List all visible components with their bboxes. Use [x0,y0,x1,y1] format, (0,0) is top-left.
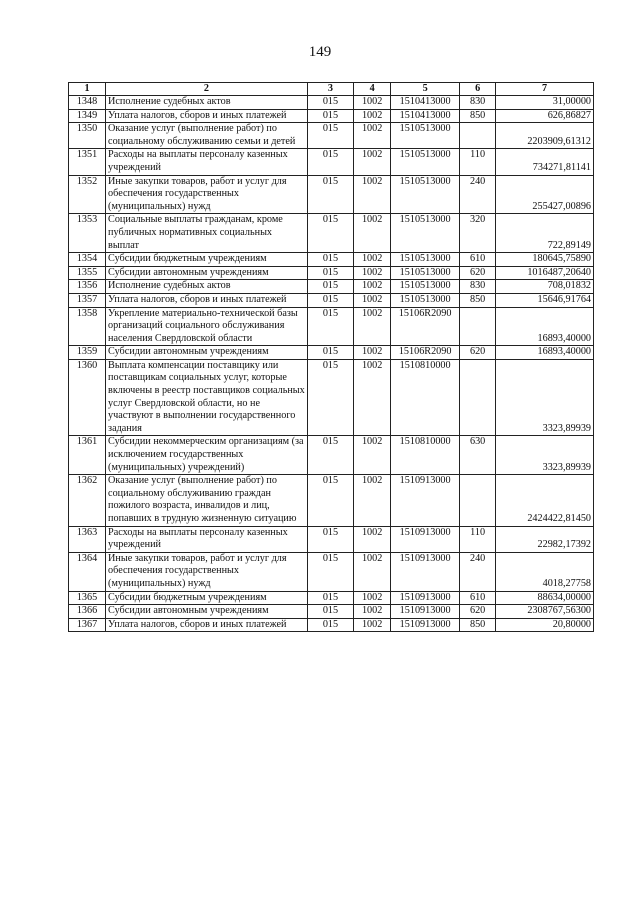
table-row [69,605,594,619]
ministry-code-cell: 015 [307,605,353,619]
column-header: 3 [307,83,353,96]
row-description-cell: Уплата налогов, сборов и иных платежей [106,618,308,632]
ministry-code-cell: 015 [307,175,353,214]
target-article-cell: 1510913000 [391,552,460,591]
target-article-cell: 1510513000 [391,293,460,307]
row-description-cell: Субсидии автономным учреждениям [106,605,308,619]
row-description-cell: Исполнение судебных актов [106,280,308,294]
amount-cell: 3323,89939 [496,436,594,475]
table-body [69,96,594,632]
section-code-cell: 1002 [354,280,391,294]
row-number-cell: 1352 [69,175,106,214]
target-article-cell: 1510513000 [391,123,460,149]
row-number-cell: 1348 [69,96,106,110]
section-code-cell: 1002 [354,618,391,632]
table-row [69,359,594,436]
budget-table [68,82,594,632]
table-row [69,123,594,149]
table-row [69,346,594,360]
expense-type-cell [460,359,496,436]
row-number-cell: 1351 [69,149,106,175]
section-code-cell: 1002 [354,96,391,110]
table-row [69,109,594,123]
ministry-code-cell: 015 [307,591,353,605]
row-number-cell: 1362 [69,475,106,526]
row-description-cell: Уплата налогов, сборов и иных платежей [106,293,308,307]
page-number: 149 [308,44,332,60]
table-header-row [69,83,594,96]
section-code-cell: 1002 [354,552,391,591]
row-number-cell: 1361 [69,436,106,475]
amount-cell: 2308767,56300 [496,605,594,619]
row-number-cell: 1360 [69,359,106,436]
column-header: 5 [391,83,460,96]
amount-cell: 2424422,81450 [496,475,594,526]
amount-cell: 3323,89939 [496,359,594,436]
section-code-cell: 1002 [354,526,391,552]
ministry-code-cell: 015 [307,359,353,436]
expense-type-cell [460,307,496,346]
target-article-cell: 1510513000 [391,280,460,294]
ministry-code-cell: 015 [307,149,353,175]
row-number-cell: 1356 [69,280,106,294]
expense-type-cell [460,123,496,149]
expense-type-cell: 850 [460,618,496,632]
table-row [69,552,594,591]
expense-type-cell: 610 [460,591,496,605]
section-code-cell: 1002 [354,346,391,360]
amount-cell: 708,01832 [496,280,594,294]
target-article-cell: 1510513000 [391,266,460,280]
expense-type-cell: 850 [460,293,496,307]
table-row [69,149,594,175]
expense-type-cell: 620 [460,605,496,619]
target-article-cell: 1510413000 [391,96,460,110]
table-row [69,591,594,605]
row-description-cell: Социальные выплаты гражданам, кроме публичных нормативных социальных выплат [106,214,308,253]
section-code-cell: 1002 [354,253,391,267]
row-number-cell: 1365 [69,591,106,605]
ministry-code-cell: 015 [307,526,353,552]
amount-cell: 722,89149 [496,214,594,253]
expense-type-cell: 110 [460,526,496,552]
target-article-cell: 1510513000 [391,253,460,267]
ministry-code-cell: 015 [307,266,353,280]
section-code-cell: 1002 [354,307,391,346]
table-row [69,214,594,253]
section-code-cell: 1002 [354,109,391,123]
target-article-cell: 1510913000 [391,605,460,619]
section-code-cell: 1002 [354,123,391,149]
amount-cell: 22982,17392 [496,526,594,552]
column-header: 1 [69,83,106,96]
expense-type-cell: 850 [460,109,496,123]
expense-type-cell: 320 [460,214,496,253]
table-row [69,175,594,214]
amount-cell: 16893,40000 [496,307,594,346]
row-number-cell: 1358 [69,307,106,346]
target-article-cell: 1510810000 [391,436,460,475]
row-number-cell: 1359 [69,346,106,360]
target-article-cell: 1510913000 [391,591,460,605]
section-code-cell: 1002 [354,149,391,175]
row-number-cell: 1367 [69,618,106,632]
row-description-cell: Выплата компенсации поставщику или поставщикам социальных услуг, которые включены в реестр поставщиков социальных услуг Свердловской области, но не участвуют в выполнении государственного задания [106,359,308,436]
row-number-cell: 1364 [69,552,106,591]
row-description-cell: Оказание услуг (выполнение работ) по социальному обслуживанию семьи и детей [106,123,308,149]
expense-type-cell: 240 [460,175,496,214]
expense-type-cell: 630 [460,436,496,475]
amount-cell: 626,86827 [496,109,594,123]
table-row [69,253,594,267]
expense-type-cell: 830 [460,280,496,294]
section-code-cell: 1002 [354,214,391,253]
ministry-code-cell: 015 [307,618,353,632]
target-article-cell: 1510913000 [391,475,460,526]
row-number-cell: 1349 [69,109,106,123]
column-header: 4 [354,83,391,96]
section-code-cell: 1002 [354,359,391,436]
target-article-cell: 1510513000 [391,149,460,175]
table-row [69,475,594,526]
target-article-cell: 1510413000 [391,109,460,123]
row-description-cell: Оказание услуг (выполнение работ) по социальному обслуживанию граждан пожилого возраста, инвалидов и лиц, попавших в трудную жизненную ситуацию [106,475,308,526]
table-row [69,280,594,294]
row-description-cell: Расходы на выплаты персоналу казенных учреждений [106,526,308,552]
row-number-cell: 1350 [69,123,106,149]
amount-cell: 20,80000 [496,618,594,632]
row-number-cell: 1357 [69,293,106,307]
amount-cell: 31,00000 [496,96,594,110]
row-description-cell: Иные закупки товаров, работ и услуг для обеспечения государственных (муниципальных) нужд [106,175,308,214]
expense-type-cell: 620 [460,266,496,280]
ministry-code-cell: 015 [307,253,353,267]
amount-cell: 16893,40000 [496,346,594,360]
target-article-cell: 1510513000 [391,214,460,253]
amount-cell: 88634,00000 [496,591,594,605]
section-code-cell: 1002 [354,475,391,526]
ministry-code-cell: 015 [307,293,353,307]
row-description-cell: Иные закупки товаров, работ и услуг для обеспечения государственных (муниципальных) нужд [106,552,308,591]
amount-cell: 15646,91764 [496,293,594,307]
section-code-cell: 1002 [354,605,391,619]
ministry-code-cell: 015 [307,123,353,149]
table-row [69,526,594,552]
ministry-code-cell: 015 [307,552,353,591]
target-article-cell: 1510810000 [391,359,460,436]
target-article-cell: 1510913000 [391,618,460,632]
row-description-cell: Уплата налогов, сборов и иных платежей [106,109,308,123]
expense-type-cell: 110 [460,149,496,175]
ministry-code-cell: 015 [307,346,353,360]
section-code-cell: 1002 [354,175,391,214]
ministry-code-cell: 015 [307,280,353,294]
table-row [69,293,594,307]
row-description-cell: Расходы на выплаты персоналу казенных учреждений [106,149,308,175]
amount-cell: 1016487,20640 [496,266,594,280]
table-row [69,618,594,632]
expense-type-cell: 610 [460,253,496,267]
row-number-cell: 1354 [69,253,106,267]
ministry-code-cell: 015 [307,96,353,110]
expense-type-cell: 830 [460,96,496,110]
row-number-cell: 1353 [69,214,106,253]
section-code-cell: 1002 [354,266,391,280]
column-header: 7 [496,83,594,96]
ministry-code-cell: 015 [307,109,353,123]
row-description-cell: Укрепление материально-технической базы организаций социального обслуживания населения Свердловской области [106,307,308,346]
amount-cell: 180645,75890 [496,253,594,267]
section-code-cell: 1002 [354,293,391,307]
row-description-cell: Субсидии автономным учреждениям [106,266,308,280]
target-article-cell: 15106R2090 [391,346,460,360]
column-header: 2 [106,83,308,96]
table-row [69,96,594,110]
target-article-cell: 1510513000 [391,175,460,214]
ministry-code-cell: 015 [307,436,353,475]
row-description-cell: Субсидии некоммерческим организациям (за исключением государственных (муниципальных) учреждений) [106,436,308,475]
row-number-cell: 1363 [69,526,106,552]
row-number-cell: 1355 [69,266,106,280]
ministry-code-cell: 015 [307,307,353,346]
ministry-code-cell: 015 [307,214,353,253]
table-row [69,307,594,346]
section-code-cell: 1002 [354,591,391,605]
row-description-cell: Субсидии автономным учреждениям [106,346,308,360]
row-number-cell: 1366 [69,605,106,619]
amount-cell: 255427,00896 [496,175,594,214]
section-code-cell: 1002 [354,436,391,475]
table-row [69,266,594,280]
expense-type-cell [460,475,496,526]
expense-type-cell: 240 [460,552,496,591]
amount-cell: 2203909,61312 [496,123,594,149]
ministry-code-cell: 015 [307,475,353,526]
expense-type-cell: 620 [460,346,496,360]
target-article-cell: 1510913000 [391,526,460,552]
column-header: 6 [460,83,496,96]
row-description-cell: Исполнение судебных актов [106,96,308,110]
row-description-cell: Субсидии бюджетным учреждениям [106,591,308,605]
amount-cell: 734271,81141 [496,149,594,175]
row-description-cell: Субсидии бюджетным учреждениям [106,253,308,267]
table-row [69,436,594,475]
amount-cell: 4018,27758 [496,552,594,591]
target-article-cell: 15106R2090 [391,307,460,346]
